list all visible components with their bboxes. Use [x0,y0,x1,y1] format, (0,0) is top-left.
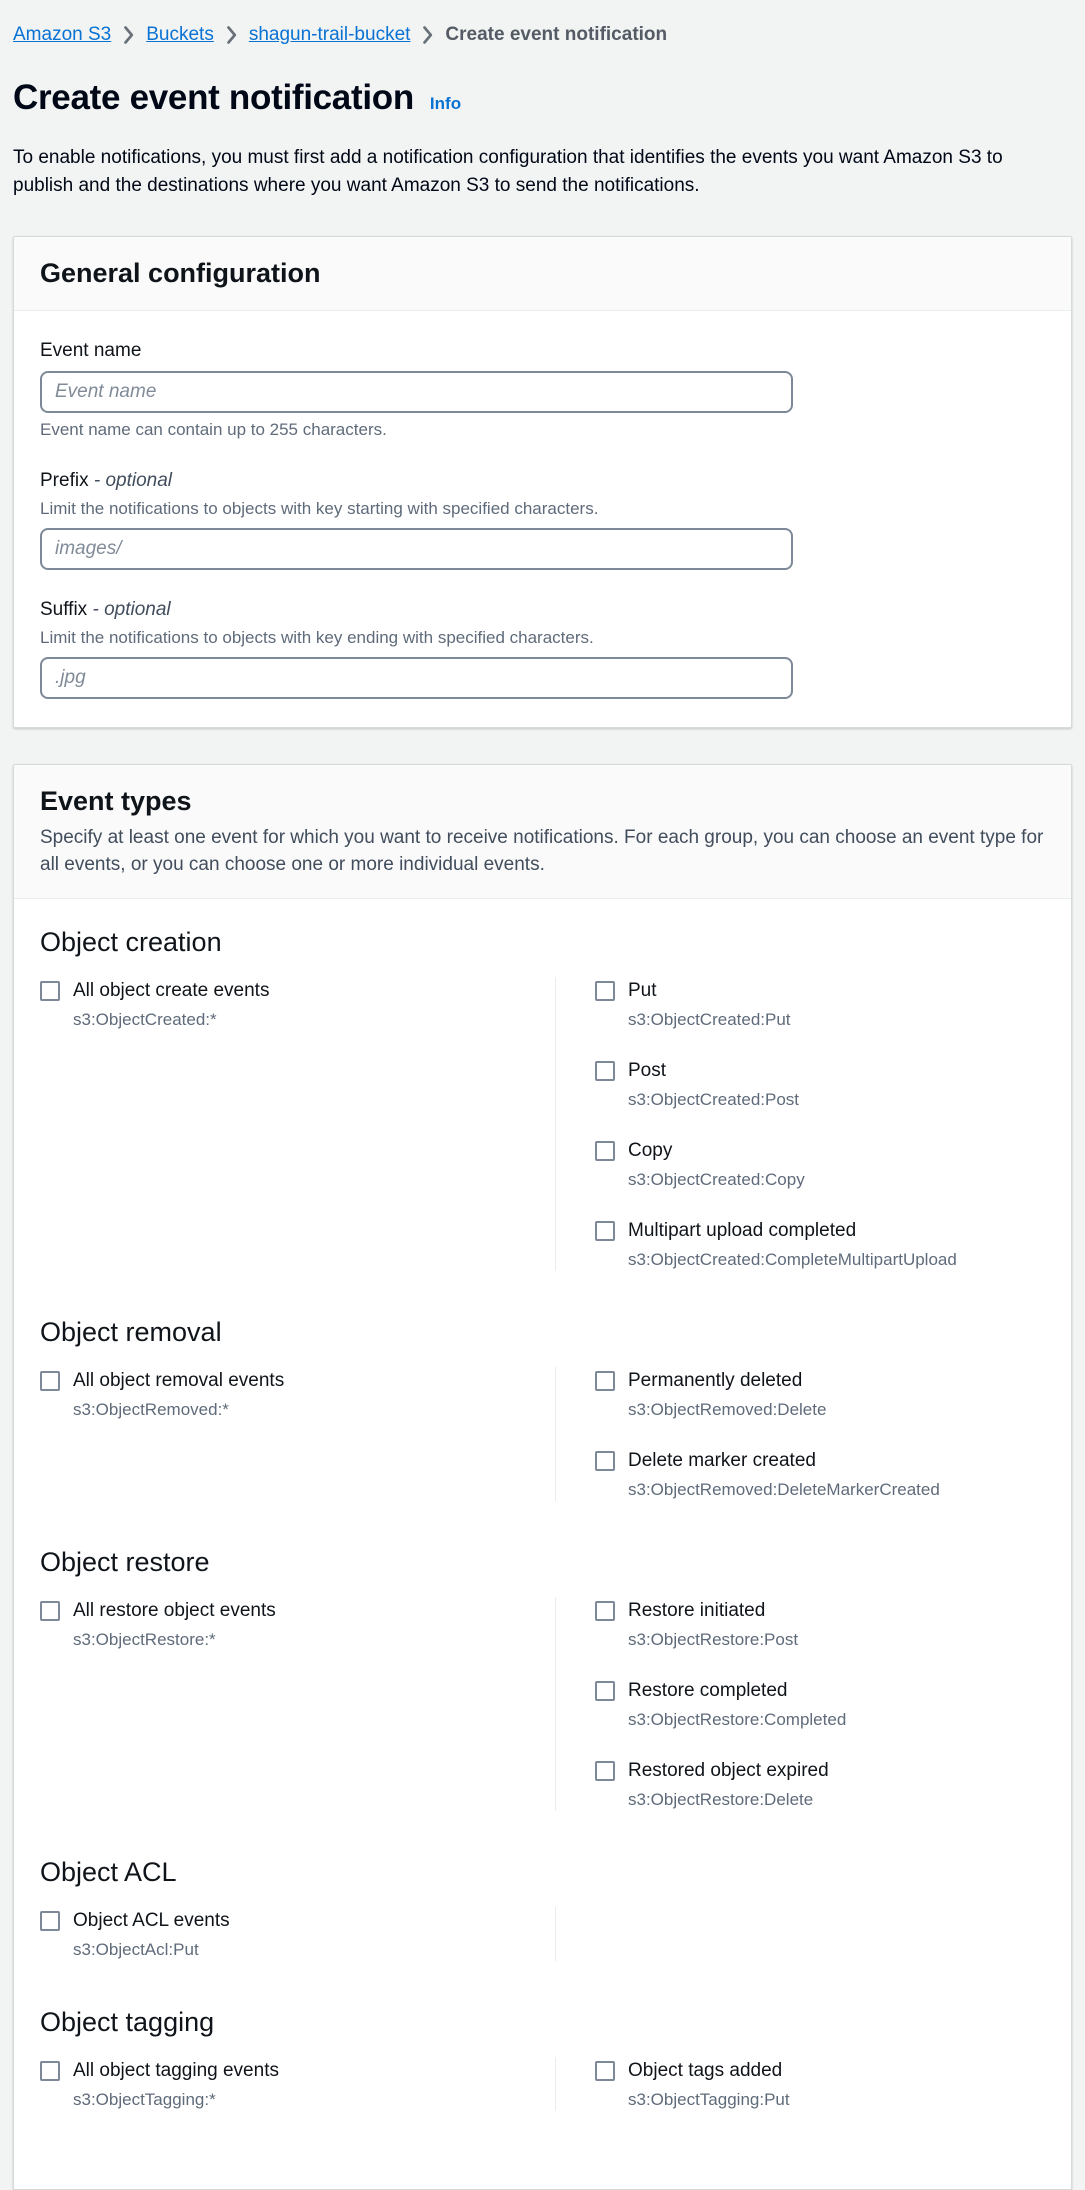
checkbox-multipart-upload-completed[interactable] [595,1221,615,1241]
field-label-text: Prefix [40,470,89,491]
event-types-header [14,765,1071,899]
checkbox-label: Put [628,980,657,1001]
event-types-title: Event types [40,786,192,816]
checkbox-row [595,1447,1071,1474]
event-code: s3:ObjectTagging:* [73,2090,216,2109]
checkbox-label: Object ACL events [73,1910,230,1931]
field-label [40,598,1045,622]
event-types-sections [14,925,1071,2189]
checkbox-label: Delete marker created [628,1450,816,1471]
field-label [40,469,1045,493]
form-field-event-name [40,339,1045,441]
breadcrumb-link-shagun-trail-bucket[interactable]: shagun-trail-bucket [248,24,411,45]
page-description: To enable notifications, you must first add a notification configuration that identifies the events you want Amazon S3 to publish and the destinations where you want Amazon S3 to send the notifications. [13,147,1003,196]
field-optional-label: - optional [93,470,173,491]
event-option-permanently-deleted [595,1367,1071,1421]
event-option-multipart-upload-completed [595,1217,1071,1271]
field-label-text: Suffix [40,599,88,620]
section-column-right [555,2057,1071,2111]
checkbox-row [40,1597,555,1624]
section-column-right [555,977,1071,1271]
event-code: s3:ObjectTagging:Put [628,2090,790,2109]
checkbox-row [595,1137,1071,1164]
checkbox-row [595,1677,1071,1704]
page-title: Create event notification [13,78,414,117]
checkbox-row [40,1367,555,1394]
general-configuration-card [13,236,1072,728]
event-option-delete-marker-created [595,1447,1071,1501]
event-code: s3:ObjectRestore:Completed [628,1710,847,1729]
checkbox-label: All object create events [73,980,270,1001]
checkbox-copy[interactable] [595,1141,615,1161]
event-option-restore-initiated [595,1597,1071,1651]
section-rows [14,1349,1071,1519]
section-rows [14,2039,1071,2129]
suffix-input[interactable] [40,657,793,699]
field-description: Limit the notifications to objects with key ending with specified characters. [40,628,594,647]
checkbox-label: All restore object events [73,1600,276,1621]
section-heading-object-tagging: Object tagging [40,2007,215,2037]
event-code: s3:ObjectRestore:Delete [628,1790,814,1809]
section-column-left [14,1597,555,1811]
general-config-fields [14,311,1071,727]
chevron-right-icon [421,26,434,44]
checkbox-row [595,1757,1071,1784]
event-option-all-object-create-events [40,977,555,1031]
checkbox-label: Object tags added [628,2060,783,2081]
checkbox-label: Permanently deleted [628,1370,803,1391]
chevron-right-icon [225,26,238,44]
event-code: s3:ObjectCreated:* [73,1010,217,1029]
checkbox-permanently-deleted[interactable] [595,1371,615,1391]
section-heading-object-acl: Object ACL [40,1857,177,1887]
prefix-input[interactable] [40,528,793,570]
checkbox-restore-initiated[interactable] [595,1601,615,1621]
checkbox-label: Restore initiated [628,1600,766,1621]
checkbox-row [595,977,1071,1004]
checkbox-post[interactable] [595,1061,615,1081]
checkbox-label: Post [628,1060,667,1081]
event-code: s3:ObjectRemoved:Delete [628,1400,827,1419]
field-constraint: Event name can contain up to 255 characters. [40,420,387,439]
section-column-right [555,1367,1071,1501]
section-column-left [14,1907,555,1961]
checkbox-delete-marker-created[interactable] [595,1451,615,1471]
checkbox-label: Restored object expired [628,1760,829,1781]
checkbox-label: Multipart upload completed [628,1220,857,1241]
checkbox-row [40,977,555,1004]
event-code: s3:ObjectCreated:Put [628,1010,791,1029]
info-link[interactable]: Info [429,94,462,113]
checkbox-row [595,1217,1071,1244]
checkbox-all-object-tagging-events[interactable] [40,2061,60,2081]
event-code: s3:ObjectRestore:* [73,1630,216,1649]
section-heading-object-creation: Object creation [40,927,222,957]
breadcrumb [13,22,1072,48]
checkbox-all-object-create-events[interactable] [40,981,60,1001]
event-code: s3:ObjectCreated:Copy [628,1170,805,1189]
checkbox-object-tags-added[interactable] [595,2061,615,2081]
breadcrumb-link-buckets[interactable]: Buckets [146,24,214,45]
event-code: s3:ObjectCreated:Post [628,1090,800,1109]
checkbox-row [595,1597,1071,1624]
event-option-restore-completed [595,1677,1071,1731]
event-option-object-acl-events [40,1907,555,1961]
checkbox-row [595,1367,1071,1394]
event-types-card [13,764,1072,2190]
section-heading-object-restore: Object restore [40,1547,210,1577]
checkbox-label: Copy [628,1140,673,1161]
checkbox-restored-object-expired[interactable] [595,1761,615,1781]
page-header [13,76,1072,120]
event-types-description: Specify at least one event for which you want to receive notifications. For each group, you can choose an event type for all events, or you can choose one or more individual events. [40,827,1044,875]
general-configuration-title: General configuration [40,258,321,288]
checkbox-label: Restore completed [628,1680,788,1701]
event-name-input[interactable] [40,371,793,413]
field-optional-label: - optional [92,599,171,620]
event-option-all-object-removal-events [40,1367,555,1421]
checkbox-object-acl-events[interactable] [40,1911,60,1931]
chevron-right-icon [122,26,135,44]
breadcrumb-current: Create event notification [445,24,668,45]
checkbox-label: All object removal events [73,1370,285,1391]
checkbox-row [595,1057,1071,1084]
form-field-suffix [40,598,1045,699]
checkbox-restore-completed[interactable] [595,1681,615,1701]
form-field-prefix [40,469,1045,570]
field-description: Limit the notifications to objects with key starting with specified characters. [40,499,599,518]
checkbox-row [40,1907,555,1934]
section-heading-object-removal: Object removal [40,1317,222,1347]
section-column-right [555,1597,1071,1811]
event-code: s3:ObjectRemoved:* [73,1400,229,1419]
section-rows [14,959,1071,1289]
event-option-restored-object-expired [595,1757,1071,1811]
breadcrumb-link-amazon-s3[interactable]: Amazon S3 [13,24,112,45]
field-label [40,339,1045,363]
section-rows [14,1889,1071,1979]
event-code: s3:ObjectRemoved:DeleteMarkerCreated [628,1480,940,1499]
general-configuration-header [14,237,1071,311]
checkbox-row [40,2057,555,2084]
event-code: s3:ObjectCreated:CompleteMultipartUpload [628,1250,957,1269]
section-rows [14,1579,1071,1829]
event-option-all-object-tagging-events [40,2057,555,2111]
section-column-left [14,2057,555,2111]
checkbox-row [595,2057,1071,2084]
section-column-right [555,1907,1071,1961]
event-option-post [595,1057,1071,1111]
event-option-put [595,977,1071,1031]
checkbox-all-restore-object-events[interactable] [40,1601,60,1621]
event-option-all-restore-object-events [40,1597,555,1651]
section-column-left [14,977,555,1271]
event-option-copy [595,1137,1071,1191]
event-code: s3:ObjectRestore:Post [628,1630,799,1649]
section-column-left [14,1367,555,1501]
checkbox-put[interactable] [595,981,615,1001]
checkbox-label: All object tagging events [73,2060,279,2081]
checkbox-all-object-removal-events[interactable] [40,1371,60,1391]
field-label-text: Event name [40,340,142,361]
event-code: s3:ObjectAcl:Put [73,1940,199,1959]
event-option-object-tags-added [595,2057,1071,2111]
